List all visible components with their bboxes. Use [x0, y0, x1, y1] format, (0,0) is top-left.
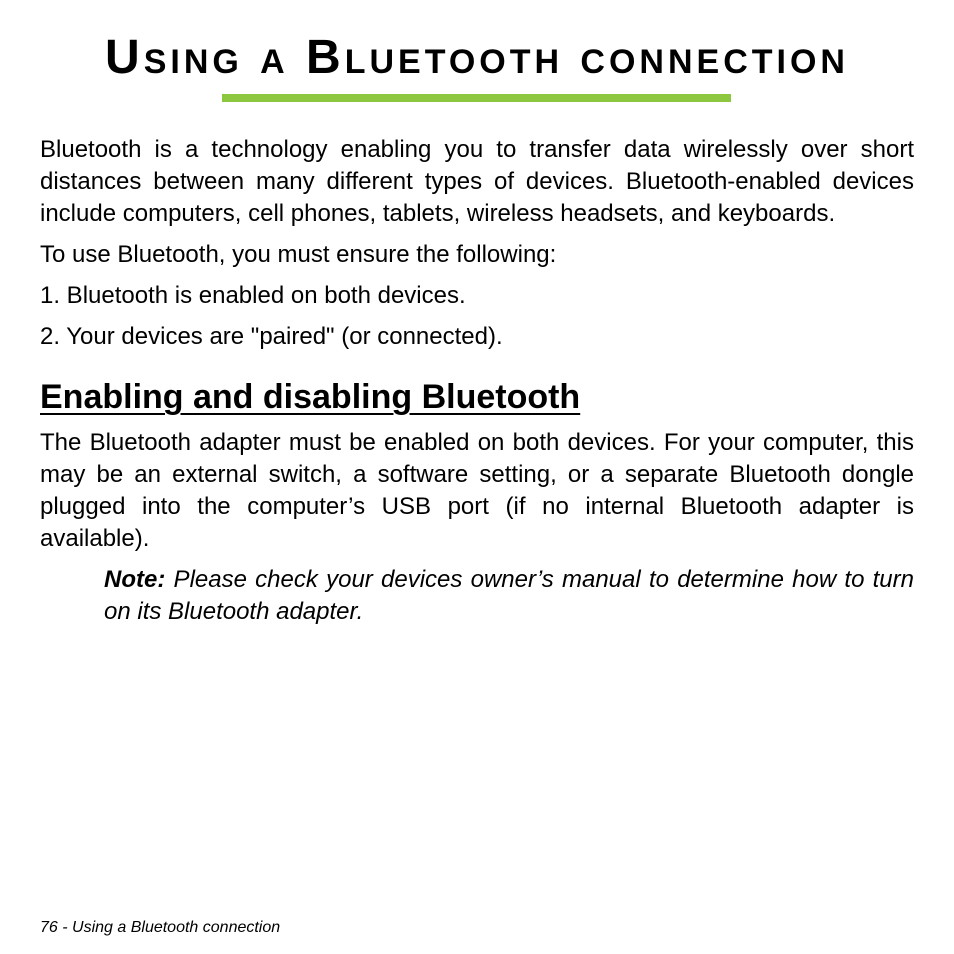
- note-text: Please check your devices owner’s manual to determine how to turn on its Bluetooth adapter.: [104, 566, 914, 625]
- intro-paragraph: Bluetooth is a technology enabling you to transfer data wirelessly over short distances between many different types of devices. Bluetooth-enabled devices include computers, cell phones, tablets, wireless headsets, and keyboards.: [40, 136, 914, 227]
- requirement-item-1: 1. Bluetooth is enabled on both devices.: [40, 282, 466, 309]
- requirements-intro: To use Bluetooth, you must ensure the following:: [40, 241, 557, 268]
- note-label: Note:: [104, 566, 166, 593]
- section-heading: Enabling and disabling Bluetooth: [40, 378, 581, 416]
- page-content: [40, 134, 914, 628]
- note: [104, 564, 914, 628]
- section-paragraph: The Bluetooth adapter must be enabled on both devices. For your computer, this may be an external switch, a software setting, or a separate Bluetooth dongle plugged into the computer’s USB port (if no internal Bluetooth adapter is available).: [40, 429, 914, 552]
- page-footer: 76 - Using a Bluetooth connection: [40, 919, 281, 936]
- title-underline-rule: [222, 94, 731, 102]
- page-title: Using a Bluetooth connection: [105, 31, 849, 84]
- requirement-item-2: 2. Your devices are "paired" (or connected).: [40, 323, 503, 350]
